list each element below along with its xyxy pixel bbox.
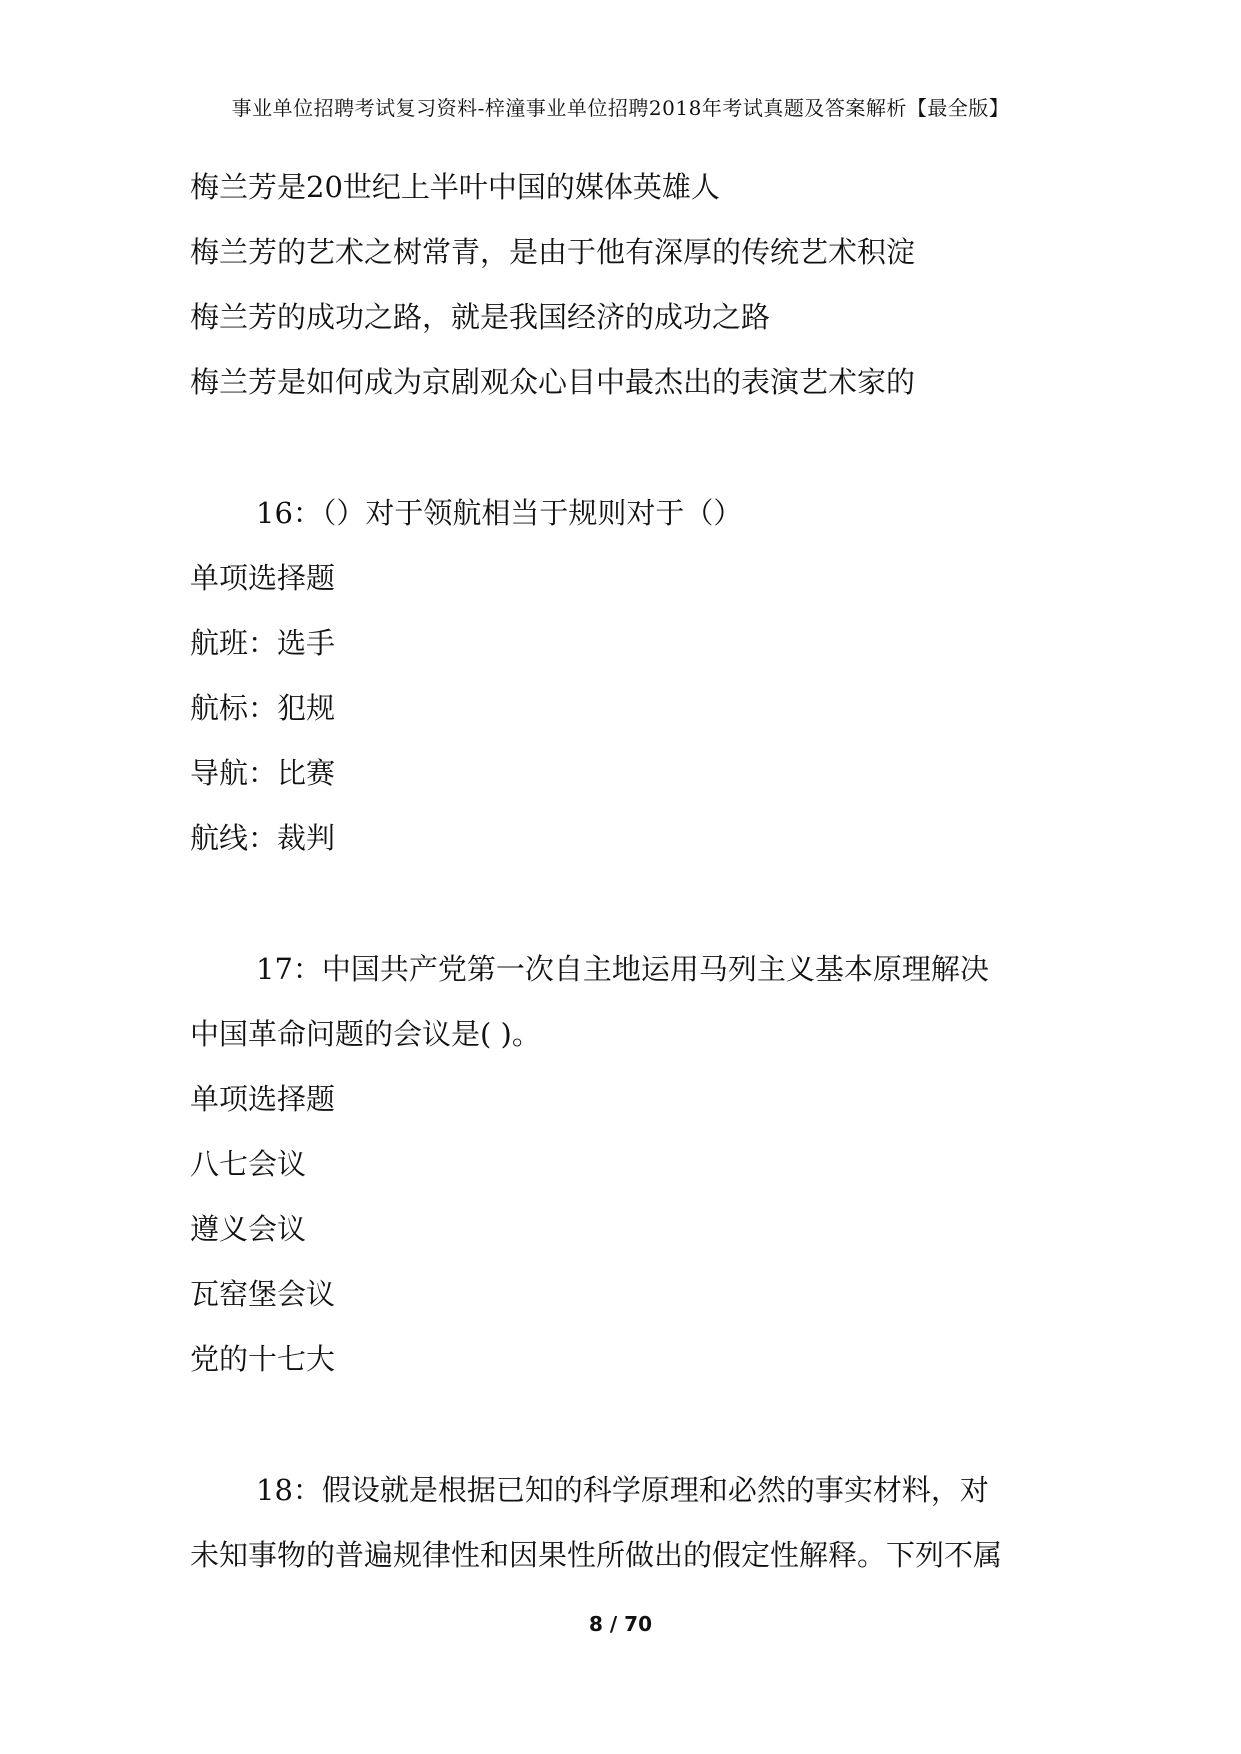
question-17-option-4: 党的十七大 (190, 1342, 336, 1376)
question-17-option-2: 遵义会议 (190, 1212, 307, 1246)
spacer (190, 422, 1070, 488)
question-17-type: 单项选择题 (190, 1082, 336, 1116)
option-prev-2: 梅兰芳的艺术之树常青，是由于他有深厚的传统艺术积淀 (190, 235, 916, 269)
spacer (190, 1399, 1070, 1465)
question-16-option-3: 导航：比赛 (190, 756, 336, 790)
question-17-stem-line2: 中国革命问题的会议是( )。 (190, 1017, 541, 1051)
question-16-option-2: 航标：犯规 (190, 691, 336, 725)
question-16-option-1: 航班：选手 (190, 626, 336, 660)
spacer (190, 878, 1070, 944)
option-prev-3: 梅兰芳的成功之路，就是我国经济的成功之路 (190, 300, 771, 334)
page-number: 8 / 70 (589, 1612, 652, 1636)
question-17-option-1: 八七会议 (190, 1147, 307, 1181)
page-header: 事业单位招聘考试复习资料-梓潼事业单位招聘2018年考试真题及答案解析【最全版】 (231, 96, 1010, 120)
question-16-option-4: 航线：裁判 (190, 821, 336, 855)
question-17-stem-line1: 17：中国共产党第一次自主地运用马列主义基本原理解决 (256, 952, 989, 986)
question-18-stem-line1: 18：假设就是根据已知的科学原理和必然的事实材料，对 (256, 1473, 989, 1507)
option-prev-4: 梅兰芳是如何成为京剧观众心目中最杰出的表演艺术家的 (190, 365, 916, 399)
option-prev-1: 梅兰芳是20世纪上半叶中国的媒体英雄人 (190, 170, 720, 204)
question-16-type: 单项选择题 (190, 561, 336, 595)
question-16-stem: 16：（）对于领航相当于规则对于（） (256, 496, 743, 530)
question-17-option-3: 瓦窑堡会议 (190, 1277, 336, 1311)
question-18-stem-line2: 未知事物的普遍规律性和因果性所做出的假定性解释。下列不属 (190, 1538, 1003, 1572)
document-body (190, 162, 1070, 1595)
